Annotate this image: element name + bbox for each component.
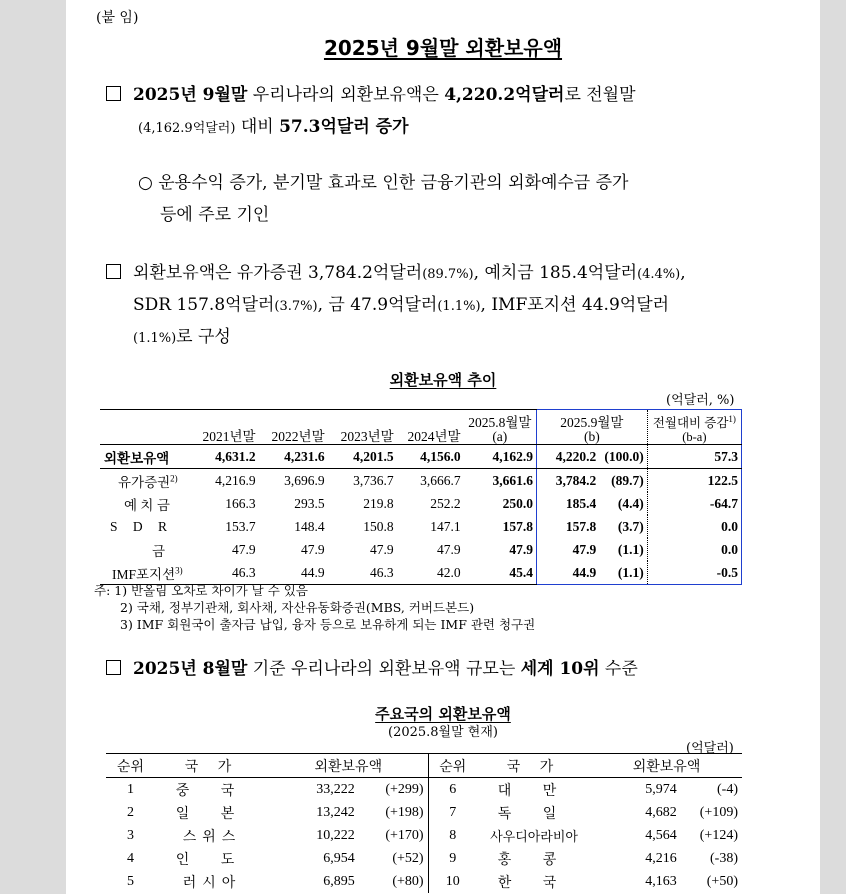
header-rank: 순위 xyxy=(428,754,477,778)
cell: (4.4) xyxy=(617,495,644,511)
checkbox-square-icon xyxy=(106,264,121,279)
table-row xyxy=(100,469,742,493)
cell: 147.1 xyxy=(430,518,461,534)
value-cell: 10,222 xyxy=(316,827,355,843)
rank-cell: 5 xyxy=(126,873,134,889)
change-cell: (-4) xyxy=(717,781,738,797)
country-cell: 사우디아라비아 xyxy=(490,829,578,844)
cell: 4,231.6 xyxy=(259,445,328,469)
p2-text: , 예치금 185.4억달러 xyxy=(473,263,638,283)
summary-paragraph-1-line2 xyxy=(138,112,409,144)
note-2: 2) 국채, 정부기관채, 회사채, 자산유동화증권(MBS, 커버드본드) xyxy=(120,600,475,615)
p2-pct: (4.4%) xyxy=(637,267,681,282)
header-2021: 2021년말 xyxy=(190,410,259,445)
cell: -64.7 xyxy=(647,492,741,515)
cell: 47.9 xyxy=(436,541,461,557)
header-country: 국 가 xyxy=(155,754,269,778)
table-header-row xyxy=(100,410,742,445)
table-row xyxy=(100,445,742,469)
cell: 4,162.9 xyxy=(464,445,537,469)
cell: 4,156.0 xyxy=(397,445,464,469)
cell: 46.3 xyxy=(190,561,259,585)
cell: 153.7 xyxy=(225,518,256,534)
cell: 3,784.2 xyxy=(537,469,600,493)
p1-increase: 57.3억달러 증가 xyxy=(279,117,409,137)
checkbox-square-icon xyxy=(106,660,121,675)
rank-cell: 9 xyxy=(428,847,477,870)
cell: 3,661.6 xyxy=(492,472,534,488)
header-2024: 2024년말 xyxy=(397,410,464,445)
rank-cell: 8 xyxy=(428,824,477,847)
p2-text: , 금 47.9억달러 xyxy=(317,295,438,315)
change-cell: (+109) xyxy=(699,804,738,820)
p3-date: 2025년 8월말 xyxy=(133,659,248,679)
p2-text: 로 구성 xyxy=(176,327,231,347)
value-cell: 6,895 xyxy=(323,873,355,889)
p2-text: , IMF포지션 44.9억달러 xyxy=(480,295,670,315)
p1-text-2: 로 전월말 xyxy=(564,85,636,105)
table-row xyxy=(100,515,742,538)
p3-text-2: 수준 xyxy=(599,659,638,679)
change-cell: (+50) xyxy=(706,873,738,889)
cell: 42.0 xyxy=(397,561,464,585)
sub1-line1: 운용수익 증가, 분기말 효과로 인한 금융기관의 외화예수금 증가 xyxy=(158,173,629,193)
header-change-label: 전월대비 증감 xyxy=(652,416,729,430)
p1-text-3: 대비 xyxy=(235,117,280,137)
cell: 44.9 xyxy=(259,561,328,585)
country-cell: 러시아 xyxy=(182,875,242,891)
country-cell: 일 본 xyxy=(175,806,249,822)
header-change-sup: 1) xyxy=(728,413,736,424)
cell: 185.4 xyxy=(537,492,600,515)
cell: 3,736.7 xyxy=(353,472,394,488)
row-label: 금 xyxy=(152,543,166,559)
value-cell: 33,222 xyxy=(316,781,355,797)
rank-cell: 6 xyxy=(428,778,477,802)
rank-cell: 4 xyxy=(126,850,134,866)
header-blank xyxy=(100,410,190,445)
country-cell: 스위스 xyxy=(182,829,242,845)
table1-caption xyxy=(66,369,820,390)
cell: 3,696.9 xyxy=(284,472,325,488)
table-row xyxy=(106,870,742,893)
cell: 0.0 xyxy=(647,538,741,561)
cell: 4,216.9 xyxy=(215,472,256,488)
header-2022: 2022년말 xyxy=(259,410,328,445)
document-page xyxy=(66,0,820,894)
rank-cell: 3 xyxy=(126,827,134,843)
header-reserves: 외환보유액 xyxy=(591,754,742,778)
header-ba-label: (b-a) xyxy=(682,430,707,444)
country-cell: 대 만 xyxy=(497,783,571,799)
header-2025-aug xyxy=(464,410,537,445)
value-cell: 13,242 xyxy=(316,804,355,820)
change-cell: (+52) xyxy=(392,850,424,866)
cell: 3,666.7 xyxy=(420,472,461,488)
header-reserves: 외환보유액 xyxy=(269,754,428,778)
value-cell: 4,682 xyxy=(645,804,677,820)
p1-prev: (4,162.9억달러) xyxy=(138,121,236,136)
change-cell: (+198) xyxy=(385,804,424,820)
header-rank: 순위 xyxy=(106,754,155,778)
table-row xyxy=(100,492,742,515)
p2-pct: (3.7%) xyxy=(274,299,318,314)
p2-text: SDR 157.8억달러 xyxy=(133,295,275,315)
cell: 47.9 xyxy=(301,541,325,557)
cell: 4,631.2 xyxy=(190,445,259,469)
rank-cell: 1 xyxy=(126,781,134,797)
cell: (3.7) xyxy=(617,518,644,534)
cell: 44.9 xyxy=(537,561,600,585)
note-3: 3) IMF 회원국이 출자금 납입, 융자 등으로 보유하게 되는 IMF 관련 청구권 xyxy=(120,617,536,632)
table1-unit: (억달러, %) xyxy=(666,393,735,408)
cell: 47.9 xyxy=(370,541,394,557)
country-cell: 중 국 xyxy=(175,783,249,799)
row-label: 외환보유액 xyxy=(100,445,190,469)
cell: 122.5 xyxy=(647,469,741,493)
value-cell: 4,564 xyxy=(645,827,677,843)
value-cell: 5,974 xyxy=(645,781,677,797)
rank-cell: 7 xyxy=(428,801,477,824)
p2-text: , xyxy=(680,263,686,283)
value-cell: 4,163 xyxy=(645,873,677,889)
cell: -0.5 xyxy=(647,561,741,585)
cell: 293.5 xyxy=(294,495,325,511)
header-a-label: (a) xyxy=(492,429,508,444)
summary-paragraph-2-line2 xyxy=(133,290,669,322)
header-b-label: (b) xyxy=(584,429,600,444)
header-2025-aug-label: 2025.8월말 xyxy=(468,415,532,430)
table1-notes xyxy=(94,582,535,633)
value-cell: 6,954 xyxy=(323,850,355,866)
cell: 45.4 xyxy=(464,561,537,585)
summary-paragraph-3 xyxy=(106,654,638,684)
rank-cell: 10 xyxy=(428,870,477,893)
summary-paragraph-2-line3 xyxy=(133,322,231,354)
table-row xyxy=(106,824,742,847)
attachment-label: (붙 임) xyxy=(96,10,139,26)
cell: 150.8 xyxy=(363,518,394,534)
cell: 4,201.5 xyxy=(328,445,397,469)
table2-caption-text: 주요국의 외환보유액 xyxy=(375,705,511,723)
cell: 57.3 xyxy=(647,445,741,469)
row-label: 예 치 금 xyxy=(124,497,170,513)
p3-rank: 세계 10위 xyxy=(520,659,600,679)
country-cell: 인 도 xyxy=(175,852,249,868)
cell: (1.1) xyxy=(617,541,644,557)
cell: 157.8 xyxy=(537,515,600,538)
cell: (89.7) xyxy=(611,472,644,488)
summary-paragraph-2 xyxy=(106,258,686,290)
checkbox-square-icon xyxy=(106,86,121,101)
cell: 0.0 xyxy=(647,515,741,538)
sub-bullet-1 xyxy=(138,168,628,198)
cell: 250.0 xyxy=(502,495,534,511)
rank-cell: 2 xyxy=(126,804,134,820)
table2-unit: (억달러) xyxy=(686,741,734,756)
header-change xyxy=(647,410,741,445)
cell: 157.8 xyxy=(502,518,534,534)
change-cell: (+124) xyxy=(699,827,738,843)
table2-subcaption: (2025.8월말 현재) xyxy=(388,725,498,740)
p1-text: 우리나라의 외환보유액은 xyxy=(247,85,445,105)
sub-bullet-1-line2: 등에 주로 기인 xyxy=(160,205,270,225)
table1-caption-text: 외환보유액 추이 xyxy=(389,371,497,389)
table-header-row xyxy=(106,754,742,778)
row-sup: 2) xyxy=(170,473,178,483)
header-2025-sep-label: 2025.9월말 xyxy=(560,415,624,430)
cell: 219.8 xyxy=(363,495,394,511)
cell: 148.4 xyxy=(294,518,325,534)
cell: 47.9 xyxy=(231,541,256,557)
header-2025-sep xyxy=(537,410,648,445)
cell: (1.1) xyxy=(599,561,647,585)
summary-paragraph-1 xyxy=(106,80,636,110)
p3-text: 기준 우리나라의 외환보유액 규모는 xyxy=(247,659,521,679)
header-country: 국 가 xyxy=(477,754,591,778)
circle-bullet-icon: ○ xyxy=(138,173,153,193)
change-cell: (-38) xyxy=(710,850,738,866)
cell: 47.9 xyxy=(509,541,534,557)
page-title xyxy=(66,32,820,61)
table-row xyxy=(106,778,742,802)
cell: 4,220.2 xyxy=(537,445,600,469)
row-label-text: 유가증권 xyxy=(118,474,171,490)
cell: 47.9 xyxy=(537,538,600,561)
change-cell: (+80) xyxy=(392,873,424,889)
table-row xyxy=(100,538,742,561)
p1-amount: 4,220.2억달러 xyxy=(444,85,565,105)
country-cell: 홍 콩 xyxy=(497,852,571,868)
header-2023: 2023년말 xyxy=(328,410,397,445)
change-cell: (+170) xyxy=(385,827,424,843)
table-row xyxy=(106,801,742,824)
table-row xyxy=(106,847,742,870)
note-1: 주: 1) 반올림 오차로 차이가 날 수 있음 xyxy=(94,583,308,598)
change-cell: (+299) xyxy=(385,781,424,797)
row-label: S D R xyxy=(110,518,174,534)
p2-pct: (89.7%) xyxy=(422,267,474,282)
row-label xyxy=(100,561,190,585)
reserves-trend-table xyxy=(100,409,742,585)
country-cell: 독 일 xyxy=(497,806,571,822)
cell: 252.2 xyxy=(430,495,461,511)
major-countries-table xyxy=(106,753,742,893)
p1-date: 2025년 9월말 xyxy=(133,85,248,105)
p2-pct: (1.1%) xyxy=(133,331,177,346)
cell: 166.3 xyxy=(225,495,256,511)
row-label xyxy=(100,469,190,493)
cell: 46.3 xyxy=(328,561,397,585)
country-cell: 한 국 xyxy=(497,875,571,891)
p2-text: 외환보유액은 유가증권 3,784.2억달러 xyxy=(133,263,423,283)
p2-pct: (1.1%) xyxy=(437,299,481,314)
row-sup: 3) xyxy=(175,565,183,575)
table-row xyxy=(100,561,742,585)
value-cell: 4,216 xyxy=(645,850,677,866)
cell: (100.0) xyxy=(599,445,647,469)
row-label-text: IMF포지션 xyxy=(112,566,176,582)
page-title-text: 2025년 9월말 외환보유액 xyxy=(323,36,563,60)
